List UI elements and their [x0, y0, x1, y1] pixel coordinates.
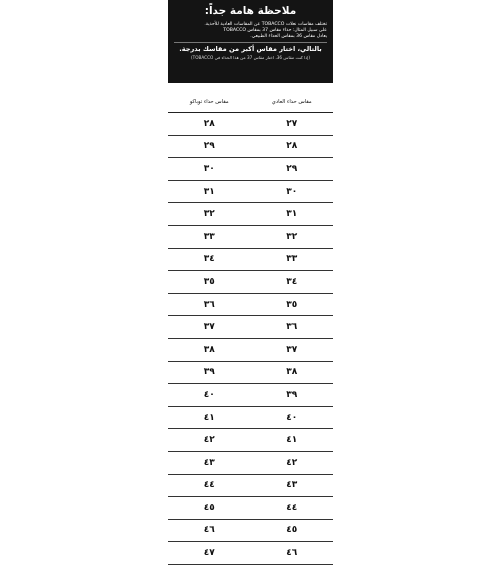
tobacco-size-cell: ٣٤ [203, 254, 215, 265]
regular-size-cell: ٣٦ [286, 322, 298, 333]
regular-size-cell: ٣١ [286, 209, 298, 220]
note-footnote: (إذا كنت مقاس 36، اختار مقاس 37 من هذا الحذاء في TOBACCO) [191, 55, 310, 61]
note-line: على سبيل المثال: حذاء مقاس 37 بمقاس TOBACCO [223, 27, 327, 33]
regular-size-cell: ٣٨ [286, 367, 298, 378]
important-note-box [168, 0, 333, 83]
size-chart-sheet [168, 0, 333, 559]
table-row [168, 542, 333, 565]
table-row [168, 407, 333, 430]
table-row [168, 497, 333, 520]
tobacco-size-cell: ٤٤ [203, 480, 215, 491]
tobacco-size-cell: ٤٠ [203, 389, 215, 400]
table-row [168, 294, 333, 317]
tobacco-size-cell: ٣١ [203, 186, 215, 197]
note-emphasis: بالتالي، اختار مقاس أكبر من مقاسك بدرجة. [179, 45, 322, 54]
tobacco-size-cell: ٤٥ [203, 502, 215, 513]
tobacco-size-cell: ٤٣ [203, 457, 215, 468]
regular-size-cell: ٤٦ [286, 548, 298, 559]
tobacco-size-cell: ٣٨ [203, 344, 215, 355]
tobacco-size-cell: ٣٠ [203, 163, 215, 174]
regular-size-cell: ٤١ [286, 435, 298, 446]
tobacco-size-cell: ٣٧ [203, 322, 215, 333]
header-tobacco-size: مقاس حذاء توباكو [189, 99, 229, 105]
table-row [168, 203, 333, 226]
table-header [168, 92, 333, 113]
tobacco-size-cell: ٤٦ [203, 525, 215, 536]
note-title: ملاحظة هامة جداً: [204, 5, 297, 17]
regular-size-cell: ٣٧ [286, 344, 298, 355]
regular-size-cell: ٣٢ [286, 231, 298, 242]
regular-size-cell: ٢٩ [286, 163, 298, 174]
regular-size-cell: ٢٧ [286, 118, 298, 129]
table-row [168, 452, 333, 475]
size-table [168, 92, 333, 565]
table-row [168, 226, 333, 249]
regular-size-cell: ٢٨ [286, 141, 298, 152]
tobacco-size-cell: ٣٥ [203, 276, 215, 287]
regular-size-cell: ٤٠ [286, 412, 298, 423]
regular-size-cell: ٤٤ [286, 502, 298, 513]
note-body [174, 22, 327, 39]
tobacco-size-cell: ٤٢ [203, 435, 215, 446]
note-line: تختلف مقاسات نعلات TOBACCO عن المقاسات العادية للأحذية. [204, 22, 327, 27]
regular-size-cell: ٣٣ [286, 254, 298, 265]
table-row [168, 136, 333, 159]
note-line: يعادل مقاس 36 بمقاس الحذاء الطبيعي. [250, 33, 327, 39]
table-row [168, 249, 333, 272]
tobacco-size-cell: ٣٢ [203, 209, 215, 220]
tobacco-size-cell: ٤١ [203, 412, 215, 423]
tobacco-size-cell: ٣٦ [203, 299, 215, 310]
regular-size-cell: ٤٣ [286, 480, 298, 491]
regular-size-cell: ٣٥ [286, 299, 298, 310]
tobacco-size-cell: ٢٩ [203, 141, 215, 152]
table-row [168, 384, 333, 407]
table-row [168, 520, 333, 543]
table-row [168, 475, 333, 498]
header-regular-size: مقاس حذاء العادي [271, 99, 312, 105]
regular-size-cell: ٤٥ [286, 525, 298, 536]
regular-size-cell: ٣٤ [286, 276, 298, 287]
table-body [168, 113, 333, 565]
table-row [168, 158, 333, 181]
table-row [168, 362, 333, 385]
regular-size-cell: ٤٢ [286, 457, 298, 468]
table-row [168, 181, 333, 204]
tobacco-size-cell: ٣٣ [203, 231, 215, 242]
table-row [168, 316, 333, 339]
table-row [168, 339, 333, 362]
tobacco-size-cell: ٣٩ [203, 367, 215, 378]
regular-size-cell: ٣٠ [286, 186, 298, 197]
table-row [168, 271, 333, 294]
note-divider [174, 42, 327, 43]
regular-size-cell: ٣٩ [286, 389, 298, 400]
table-row [168, 429, 333, 452]
tobacco-size-cell: ٤٧ [203, 548, 215, 559]
tobacco-size-cell: ٢٨ [203, 118, 215, 129]
table-row [168, 113, 333, 136]
